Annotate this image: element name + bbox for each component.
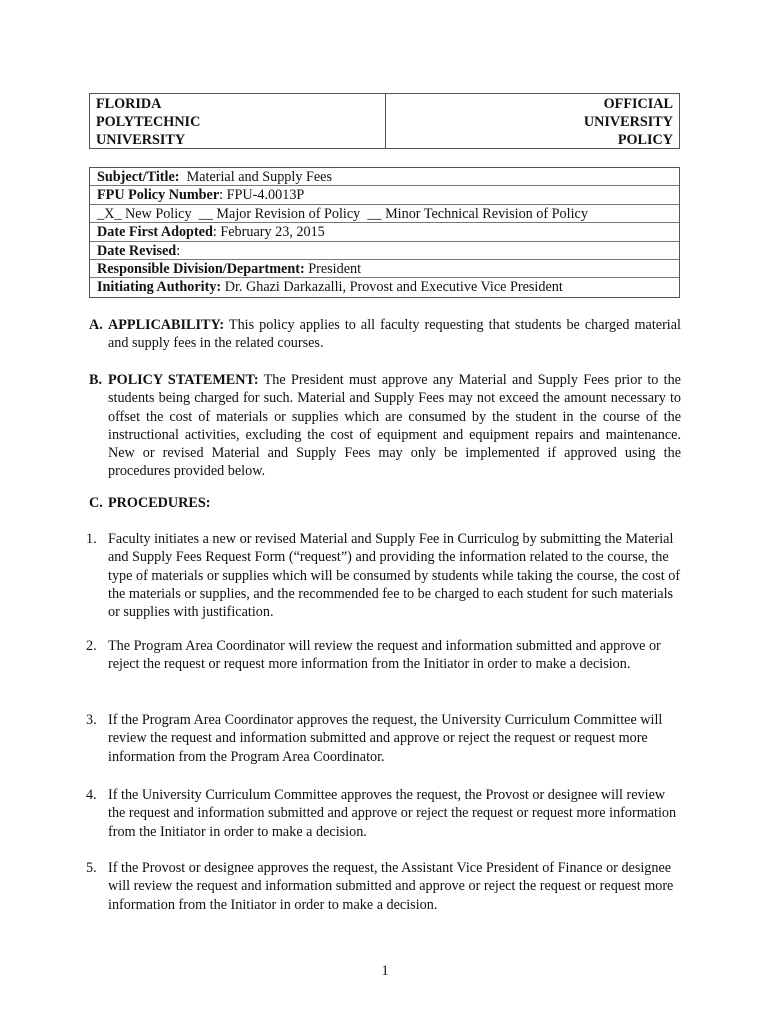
policy-statement-text: The President must approve any Material and Supply Fees prior to the students being charged for such. Material and Supply Fees may not exceed the amount necessary to offset the cost of materials or supplies which are consumed by the student in the course of the instructional activities, excluding the cost of equipment and equipment repairs and maintenance. New or revised Material and Supply Fees may only be implemented if approved using the procedures provided below. (108, 372, 681, 480)
applicability-body (108, 316, 681, 353)
section-marker: C. (89, 495, 103, 511)
division-value: President (308, 260, 362, 277)
division-row (90, 260, 679, 278)
policy-number-value: : FPU-4.0013P (219, 187, 305, 204)
procedure-number: 5. (86, 860, 97, 876)
date-adopted-label: Date First Adopted (97, 224, 213, 241)
revision-options: _X_ New Policy __ Major Revision of Policy __ Minor Technical Revision of Policy (97, 205, 588, 222)
applicability-section (89, 316, 681, 353)
procedure-text: If the Provost or designee approves the request, the Assistant Vice President of Finance or designee will review the request and information submitted and approve or reject the request or request more information from the Initiator in order to make a decision. (108, 860, 674, 913)
date-revised-row (90, 242, 679, 260)
section-marker: B. (89, 372, 103, 388)
header-right-line: OFFICIAL (603, 96, 673, 112)
applicability-heading: APPLICABILITY: (108, 317, 225, 333)
authority-label: Initiating Authority: (97, 279, 222, 296)
policy-number-row (90, 186, 679, 204)
procedures-body (108, 494, 681, 512)
institution-name-cell (90, 94, 386, 148)
document-type-cell (386, 94, 679, 148)
authority-row (90, 278, 679, 296)
date-adopted-row (90, 223, 679, 241)
header-right-line: UNIVERSITY (583, 114, 673, 130)
procedures-heading: PROCEDURES: (108, 495, 211, 511)
subject-label: Subject/Title: (97, 169, 180, 185)
header-left-line: UNIVERSITY (96, 132, 186, 148)
procedure-text: Faculty initiates a new or revised Material and Supply Fee in Curriculog by submitting the Material and Supply Fees Request Form (“request”) and providing the information related to the course, the type of materials or supplies which will be consumed by students while taking the course, the cost of the materials or supplies, and the recommended fee to be charged to each student for such materials or supplies with justification. (108, 531, 681, 621)
policy-statement-heading: POLICY STATEMENT: (108, 372, 259, 388)
header-left-line: POLYTECHNIC (96, 114, 201, 130)
page-number: 1 (381, 963, 389, 979)
date-adopted-value: : February 23, 2015 (212, 224, 325, 241)
policy-header-table (89, 93, 680, 149)
procedure-number: 2. (86, 638, 97, 654)
authority-value: Dr. Ghazi Darkazalli, Provost and Executive Vice President (224, 279, 563, 296)
policy-info-table (89, 167, 680, 298)
applicability-text: This policy applies to all faculty requesting that students be charged material and supply fees in the related courses. (108, 317, 681, 352)
policy-statement-section (89, 371, 681, 481)
date-revised-value: : (176, 242, 181, 259)
procedure-item (86, 711, 681, 766)
procedure-text: The Program Area Coordinator will review the request and information submitted and approve or reject the request or request more information from the Initiator in order to make a decision. (108, 638, 661, 673)
policy-number-label: FPU Policy Number (97, 187, 220, 204)
section-marker: A. (89, 317, 103, 333)
procedure-number: 3. (86, 712, 97, 728)
procedure-number: 1. (86, 531, 97, 547)
procedure-item (86, 637, 681, 674)
subject-row (90, 168, 679, 186)
revision-type-row (90, 205, 679, 223)
subject-value: Material and Supply Fees (186, 169, 332, 185)
procedure-item (86, 786, 681, 841)
procedure-number: 4. (86, 787, 97, 803)
procedure-item (86, 859, 681, 914)
header-left-line: FLORIDA (96, 96, 162, 112)
procedure-text: If the Program Area Coordinator approves the request, the University Curriculum Committee will review the request and information submitted and approve or reject the request or request more information from the Program Area Coordinator. (108, 712, 663, 765)
policy-statement-body (108, 371, 681, 481)
header-right-line: POLICY (617, 132, 673, 148)
division-label: Responsible Division/Department: (97, 260, 305, 277)
procedure-text: If the University Curriculum Committee approves the request, the Provost or designee will review the request and information submitted and approve or reject the request or request more information from the Initiator in order to make a decision. (108, 787, 677, 840)
date-revised-label: Date Revised (97, 242, 177, 259)
procedure-item (86, 530, 681, 621)
procedures-section (89, 494, 681, 512)
